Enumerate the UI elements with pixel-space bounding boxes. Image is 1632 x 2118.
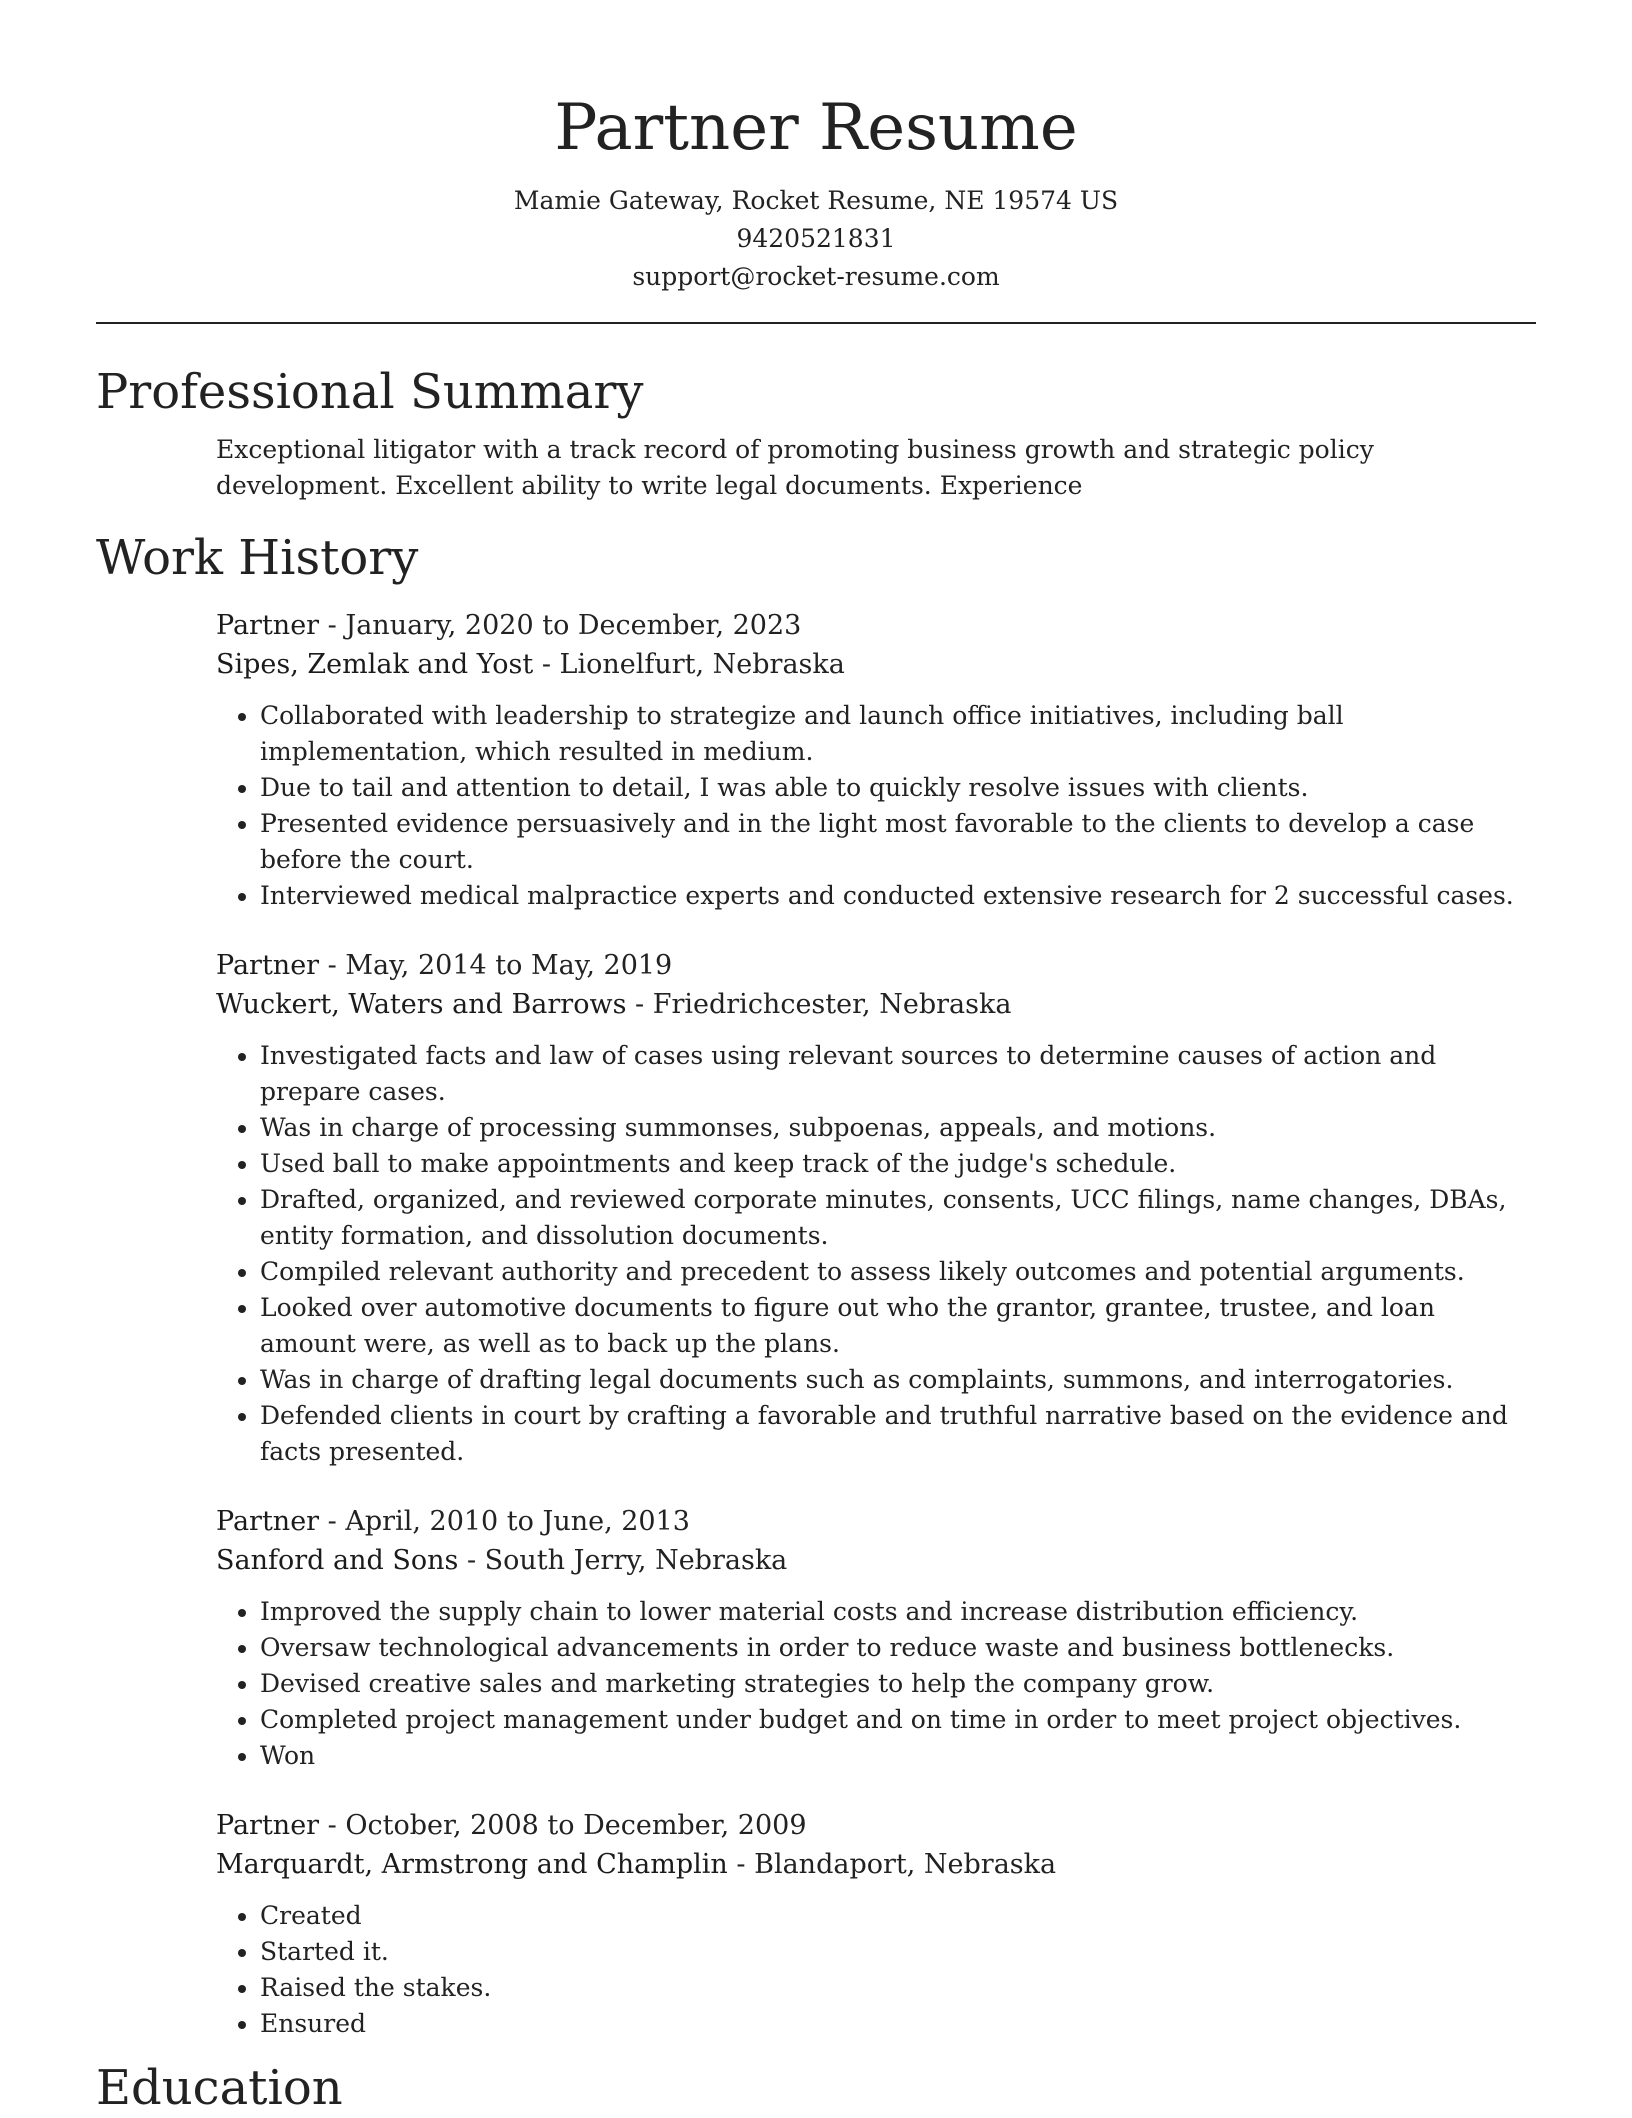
education-heading: Education [96, 2060, 343, 2116]
job-bullet: • Defended clients in court by crafting a favorable and truthful narrative based on the evidence and facts presented. [260, 1398, 1536, 1470]
resume-header [96, 0, 1536, 296]
job-dates: April, 2010 to June, 2013 [345, 1506, 690, 1537]
job-location: South Jerry, Nebraska [484, 1545, 788, 1576]
job-separator: - [319, 610, 346, 641]
job-entry [216, 1502, 1536, 1774]
contact-block [96, 182, 1536, 296]
job-dates: May, 2014 to May, 2019 [345, 950, 673, 981]
job-bullets [216, 698, 1536, 914]
job-entry [216, 1806, 1536, 2042]
work-history-heading: Work History [96, 530, 419, 586]
contact-email: support@rocket-resume.com [632, 262, 1000, 291]
job-bullet: • Looked over automotive documents to figure out who the grantor, grantee, trustee, and loan amount were, as well as to back up the plans. [260, 1290, 1536, 1362]
job-company-line [216, 645, 1536, 684]
job-role: Partner [216, 1506, 320, 1537]
job-bullet: • Presented evidence persuasively and in the light most favorable to the clients to develop a case before the court. [260, 806, 1536, 878]
summary-section [96, 362, 1536, 504]
job-bullet: • Started it. [260, 1934, 1536, 1970]
job-bullet: • Was in charge of processing summonses, subpoenas, appeals, and motions. [260, 1110, 1536, 1146]
page-title: Partner Resume [554, 91, 1078, 165]
job-bullets [216, 1038, 1536, 1470]
job-location: Friedrichcester, Nebraska [652, 989, 1012, 1020]
job-company-line [216, 1541, 1536, 1580]
job-role-line [216, 946, 1536, 985]
job-role: Partner [216, 1810, 320, 1841]
job-bullet: • Completed project management under budget and on time in order to meet project objectives. [260, 1702, 1536, 1738]
job-bullet: • Raised the stakes. [260, 1970, 1536, 2006]
job-separator: - [319, 1810, 346, 1841]
job-bullets [216, 1594, 1536, 1774]
summary-text: Exceptional litigator with a track record of promoting business growth and strategic policy development. Excellent ability to write legal documents. Experience [216, 435, 1374, 500]
job-dates: January, 2020 to December, 2023 [345, 610, 802, 641]
job-entry [216, 606, 1536, 914]
job-company: Marquardt, Armstrong and Champlin [216, 1849, 728, 1880]
job-bullet: • Compiled relevant authority and precedent to assess likely outcomes and potential arguments. [260, 1254, 1536, 1290]
job-company: Sanford and Sons [216, 1545, 459, 1576]
summary-heading: Professional Summary [96, 364, 644, 420]
job-bullet: • Due to tail and attention to detail, I was able to quickly resolve issues with clients. [260, 770, 1536, 806]
job-dates: October, 2008 to December, 2009 [345, 1810, 807, 1841]
job-bullet: • Ensured [260, 2006, 1536, 2042]
job-separator: - [727, 1849, 755, 1880]
job-role-line [216, 606, 1536, 645]
job-bullet: • Collaborated with leadership to strategize and launch office initiatives, including ball implementation, which resulted in medium. [260, 698, 1536, 770]
work-history-section [96, 528, 1536, 2042]
job-bullet: • Won [260, 1738, 1536, 1774]
job-company: Sipes, Zemlak and Yost [216, 649, 534, 680]
job-bullet: • Created [260, 1898, 1536, 1934]
job-separator: - [319, 1506, 346, 1537]
job-role: Partner [216, 950, 320, 981]
header-divider [96, 322, 1536, 324]
job-bullet: • Improved the supply chain to lower material costs and increase distribution efficiency. [260, 1594, 1536, 1630]
job-bullet: • Drafted, organized, and reviewed corporate minutes, consents, UCC filings, name changes, DBAs, entity formation, and dissolution documents. [260, 1182, 1536, 1254]
job-bullets [216, 1898, 1536, 2042]
job-role-line [216, 1806, 1536, 1845]
job-bullet: • Oversaw technological advancements in order to reduce waste and business bottlenecks. [260, 1630, 1536, 1666]
job-separator: - [626, 989, 653, 1020]
job-location: Blandaport, Nebraska [754, 1849, 1057, 1880]
contact-address: Mamie Gateway, Rocket Resume, NE 19574 US [513, 186, 1119, 215]
job-location: Lionelfurt, Nebraska [559, 649, 845, 680]
education-section [96, 2058, 1536, 2118]
job-bullet: • Used ball to make appointments and keep track of the judge's schedule. [260, 1146, 1536, 1182]
job-bullet: • Was in charge of drafting legal documents such as complaints, summons, and interrogatories. [260, 1362, 1536, 1398]
job-company-line [216, 1845, 1536, 1884]
job-company: Wuckert, Waters and Barrows [216, 989, 627, 1020]
job-entry [216, 946, 1536, 1470]
job-bullet: • Investigated facts and law of cases using relevant sources to determine causes of action and prepare cases. [260, 1038, 1536, 1110]
job-bullet: • Interviewed medical malpractice experts and conducted extensive research for 2 successful cases. [260, 878, 1536, 914]
job-separator: - [319, 950, 346, 981]
job-role: Partner [216, 610, 320, 641]
job-bullet: • Devised creative sales and marketing strategies to help the company grow. [260, 1666, 1536, 1702]
job-separator: - [458, 1545, 485, 1576]
contact-phone: 9420521831 [736, 224, 896, 253]
job-separator: - [533, 649, 560, 680]
resume-page [96, 0, 1536, 2118]
job-company-line [216, 985, 1536, 1024]
job-role-line [216, 1502, 1536, 1541]
